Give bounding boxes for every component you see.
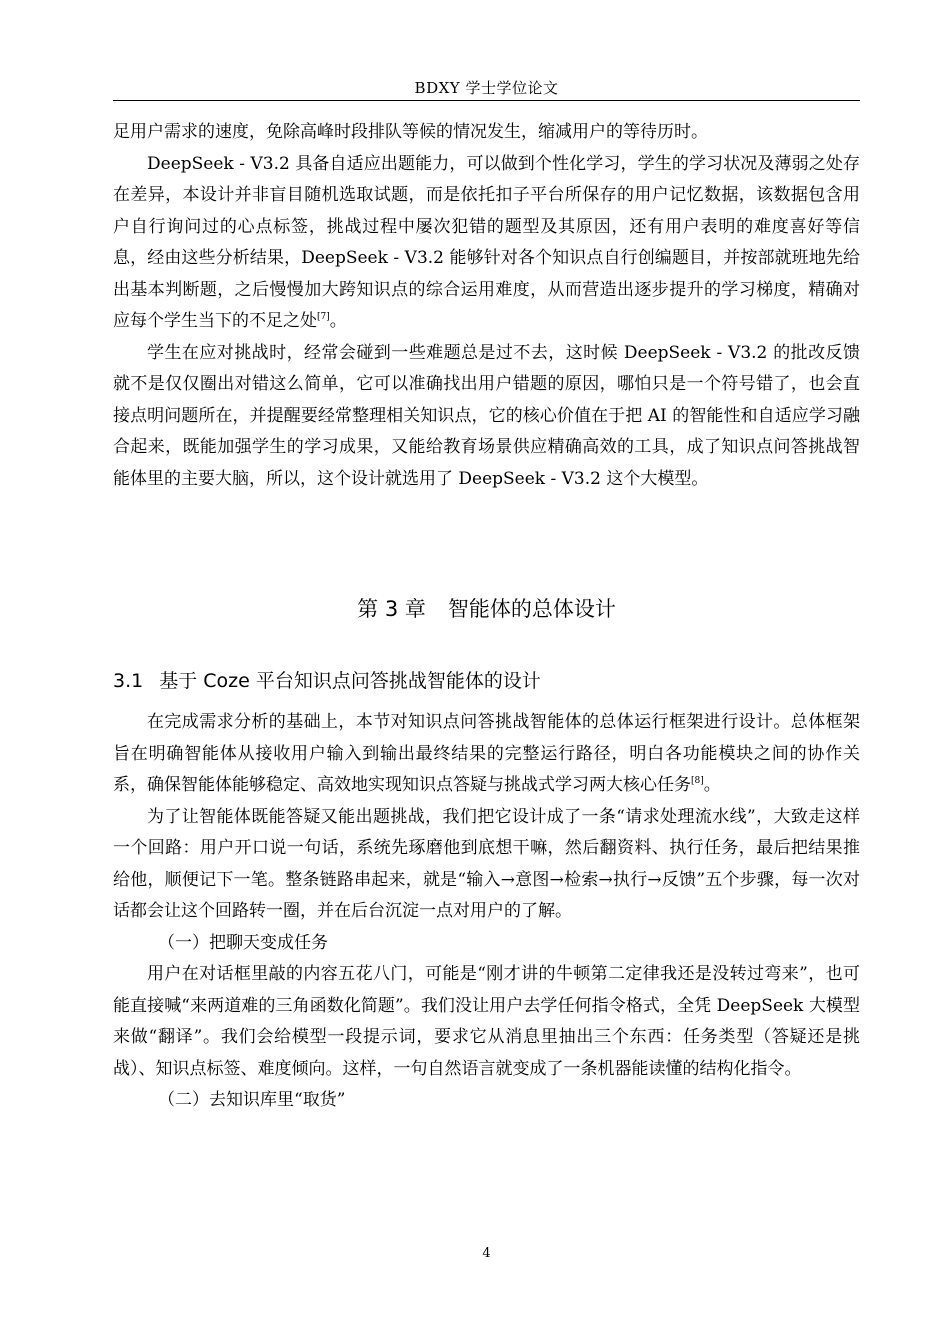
subheading: （一）把聊天变成任务 [158, 932, 328, 953]
chapter-heading [113, 593, 860, 623]
citation-ref: [7] [317, 312, 330, 322]
paragraph-text: DeepSeek - V3.2 具备自适应出题能力，可以做到个性化学习，学生的学习状况及薄弱之处存在差异，本设计并非盲目随机选取试题，而是依托扣子平台所保存的用户记忆数据，该数据包含用户自行询问过的心点标签，挑战过程中屡次犯错的题型及其原因，还有用户表明的难度喜好等信息，经由这些分析结果，DeepSeek - V3.2 能够针对各个知识点自行创编题目，并按部就班地先给出基本判断题，之后慢慢加大跨知识点的综合运用难度，从而营造出逐步提升的学习梯度，精确对应每个学生当下的不足之处 [113, 153, 860, 331]
paragraph-text: 在完成需求分析的基础上，本节对知识点问答挑战智能体的总体运行框架进行设计。总体框架旨在明确智能体从接收用户输入到输出最终结果的完整运行路径，明白各功能模块之间的协作关系，确保智能体能够稳定、高效地实现知识点答疑与挑战式学习两大核心任务 [113, 712, 860, 795]
paragraph-with-citation [113, 707, 860, 802]
page-number: 4 [482, 1246, 491, 1261]
paragraph-end: 。 [703, 775, 721, 795]
chapter-number: 第 3 章 [357, 597, 426, 621]
running-header: BDXY 学士学位论文 [414, 79, 559, 97]
paragraph-end: 。 [329, 311, 347, 331]
section-title: 基于 Coze 平台知识点问答挑战智能体的设计 [159, 670, 541, 692]
paragraph: 足用户需求的速度，免除高峰时段排队等候的情况发生，缩减用户的等待历时。 [113, 122, 708, 142]
chapter-title: 智能体的总体设计 [447, 597, 616, 621]
body-block-2 [113, 707, 860, 1117]
subheading: （二）去知识库里“取货” [158, 1090, 346, 1110]
header-divider [113, 100, 860, 101]
paragraph: 用户在对话框里敲的内容五花八门，可能是“刚才讲的牛顿第二定律我还是没转过弯来”，也可能直接喊“来两道难的三角函数化简题”。我们没让用户去学任何指令格式，全凭 DeepSeek 大模型来做“翻译”。我们会给模型一段提示词，要求它从消息里抽出三个东西：任务类型（答疑还是挑战）、知识点标签、难度倾向。这样，一句自然语言就变成了一条机器能读懂的结构化指令。 [113, 964, 860, 1079]
paragraph: 学生在应对挑战时，经常会碰到一些难题总是过不去，这时候 DeepSeek - V3.2 的批改反馈就不是仅仅圈出对错这么简单，它可以准确找出用户错题的原因，哪怕只是一个符号错了，也会直接点明问题所在，并提醒要经常整理相关知识点，它的核心价值在于把 AI 的智能性和自适应学习融合起来，既能加强学生的学习成果，又能给教育场景供应精确高效的工具，成了知识点问答挑战智能体里的主要大脑，所以，这个设计就选用了 DeepSeek - V3.2 这个大模型。 [113, 342, 860, 489]
paragraph-with-citation [113, 149, 860, 338]
section-heading [113, 666, 541, 693]
section-number: 3.1 [113, 670, 144, 692]
citation-ref: [8] [691, 776, 704, 786]
body-block-1 [113, 117, 860, 495]
paragraph: 为了让智能体既能答疑又能出题挑战，我们把它设计成了一条“请求处理流水线”，大致走这样一个回路：用户开口说一句话，系统先琢磨他到底想干嘛，然后翻资料、执行任务，最后把结果推给他，顺便记下一笔。整条链路串起来，就是“输入→意图→检索→执行→反馈”五个步骤，每一次对话都会让这个回路转一圈，并在后台沉淀一点对用户的了解。 [113, 806, 860, 921]
